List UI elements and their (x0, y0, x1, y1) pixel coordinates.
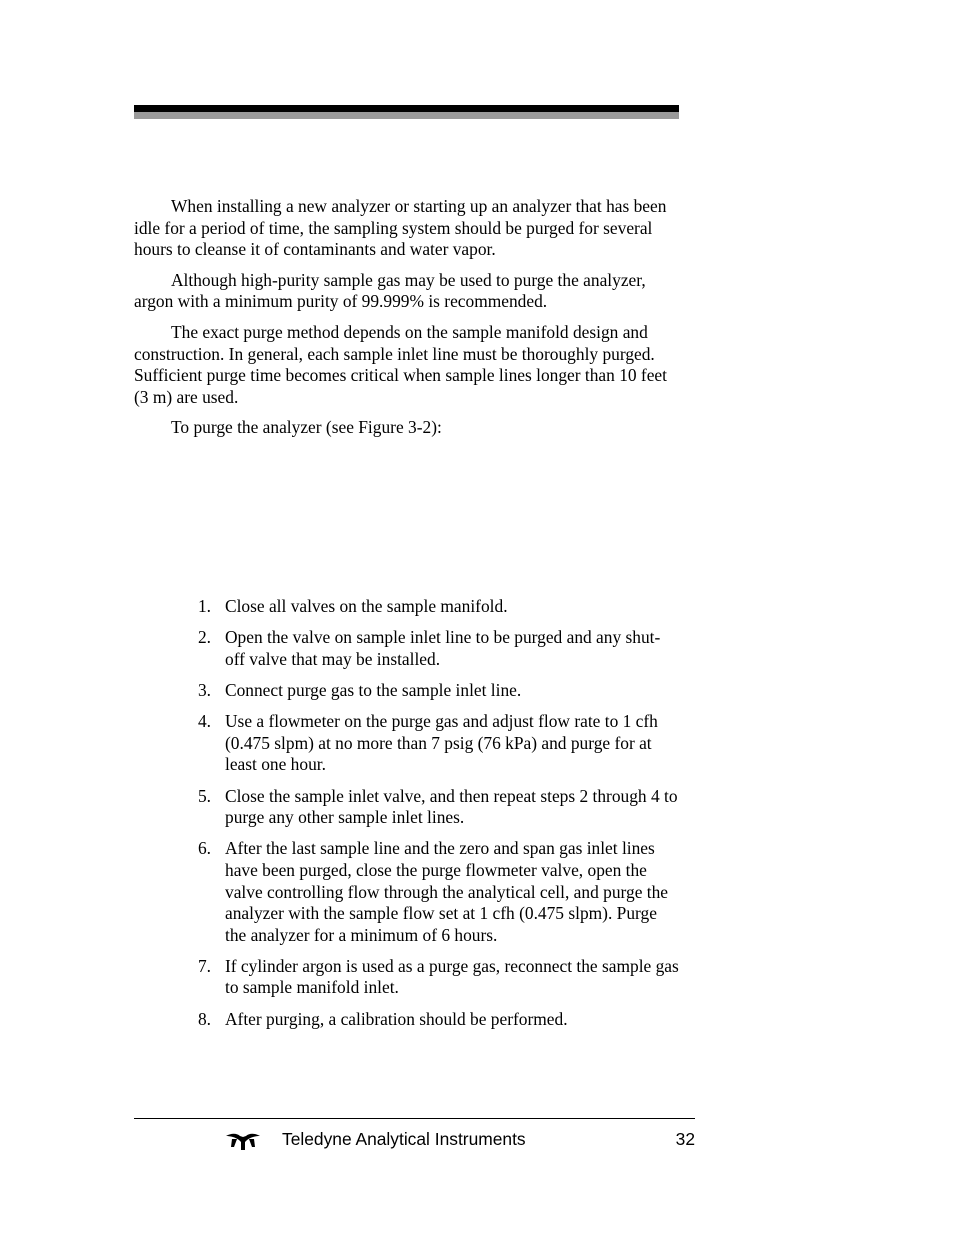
step-number: 6. (197, 838, 211, 859)
step-number: 3. (197, 679, 211, 700)
step-text: Close all valves on the sample manifold. (225, 596, 508, 616)
footer-rule (134, 1118, 695, 1119)
list-item (134, 711, 680, 776)
step-text: After the last sample line and the zero and span gas inlet lines have been purged, close the purge flowmeter valve, open the valve controlling flow through the analytical cell, and purge the analyzer with the sample flow set at 1 cfh (0.475 slpm). Purge the analyzer for a minimum of 6 hours. (225, 838, 669, 945)
step-number: 2. (197, 627, 211, 648)
step-text: Open the valve on sample inlet line to be purged and any shut-off valve that may be installed. (225, 627, 661, 669)
list-item (134, 596, 680, 618)
header-rule-black (134, 105, 679, 112)
step-number: 1. (197, 596, 211, 616)
step-text: If cylinder argon is used as a purge gas, reconnect the sample gas to sample manifold inlet. (225, 955, 679, 998)
purge-steps-list (134, 596, 680, 1040)
step-number: 8. (197, 1008, 211, 1029)
paragraph-intro: When installing a new analyzer or starting up an analyzer that has been idle for a period of time, the sampling system should be purged for several hours to cleanse it of contaminants and water vapor. (134, 196, 667, 260)
paragraph-method: The exact purge method depends on the sample manifold design and construction. In general, each sample inlet line must be thoroughly purged. Sufficient purge time becomes critical when sample lines longer than 10 feet (3 m) are used. (134, 321, 667, 407)
paragraph-purge-lead: To purge the analyzer (see Figure 3-2): (171, 417, 442, 438)
paragraph-argon: Although high-purity sample gas may be used to purge the analyzer, argon with a minimum purity of 99.999% is recommended. (134, 269, 646, 312)
step-text: After purging, a calibration should be performed. (225, 1008, 568, 1029)
list-item (134, 786, 680, 829)
step-number: 7. (197, 955, 211, 976)
footer-company: Teledyne Analytical Instruments (282, 1129, 526, 1149)
step-number: 4. (197, 711, 211, 732)
list-item (134, 1009, 680, 1031)
teledyne-logo-icon (226, 1132, 260, 1152)
list-item (134, 680, 680, 702)
list-item (134, 627, 680, 670)
step-text: Connect purge gas to the sample inlet line. (225, 679, 522, 700)
step-text: Close the sample inlet valve, and then repeat steps 2 through 4 to purge any other sample inlet lines. (225, 785, 678, 828)
body-text (134, 196, 680, 448)
list-item (134, 838, 680, 946)
header-rule-gray (134, 112, 679, 119)
step-number: 5. (197, 785, 211, 806)
step-text: Use a flowmeter on the purge gas and adjust flow rate to 1 cfh (0.475 slpm) at no more than 7 psig (76 kPa) and purge for at least one hour. (225, 711, 658, 775)
list-item (134, 956, 680, 999)
page-number: 32 (675, 1129, 695, 1149)
